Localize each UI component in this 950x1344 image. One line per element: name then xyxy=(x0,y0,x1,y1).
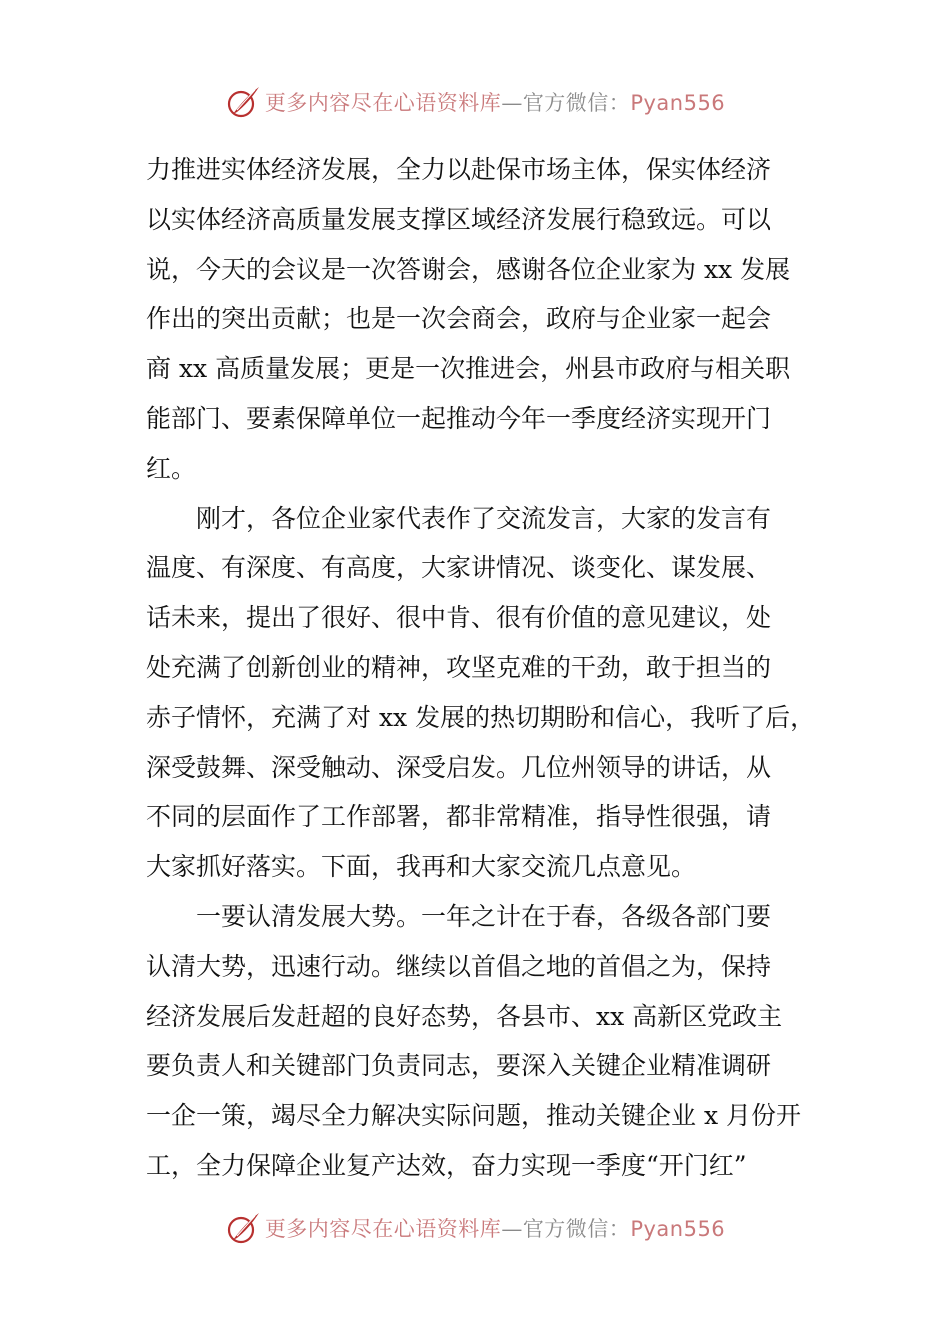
banner-dash: — xyxy=(501,1217,523,1241)
text-line: 经济发展后发赶超的良好态势，各县市、xx 高新区党政主 xyxy=(146,1001,783,1031)
text-line: 赤子情怀，充满了对 xx 发展的热切期盼和信心，我听了后， xyxy=(146,702,816,732)
text-line: 大家抓好落实。下面，我再和大家交流几点意见。 xyxy=(146,852,697,882)
banner-wechat-id: Pyan556 xyxy=(630,1217,726,1241)
text-line: 认清大势，迅速行动。继续以首倡之地的首倡之为，保持 xyxy=(146,951,772,981)
text-line: 红。 xyxy=(146,453,197,483)
banner-text xyxy=(265,87,725,117)
text-line: 刚才，各位企业家代表作了交流发言，大家的发言有 xyxy=(196,503,772,533)
banner-main-text: 更多内容尽在心语资料库 xyxy=(264,91,502,115)
text-line: 一企一策，竭尽全力解决实际问题，推动关键企业 x 月份开 xyxy=(146,1101,801,1131)
banner-official-label: 官方微信： xyxy=(522,1217,631,1241)
text-line: 要负责人和关键部门负责同志，要深入关键企业精准调研 xyxy=(146,1051,772,1081)
text-line: 工，全力保障企业复产达效，奋力实现一季度“开门红” xyxy=(146,1150,747,1180)
text-line: 商 xx 高质量发展；更是一次推进会，州县市政府与相关职 xyxy=(146,354,791,384)
banner-main-text: 更多内容尽在心语资料库 xyxy=(264,1217,502,1241)
banner-text xyxy=(265,1213,725,1243)
banner-official-label: 官方微信： xyxy=(522,91,631,115)
text-line: 深受鼓舞、深受触动、深受启发。几位州领导的讲话，从 xyxy=(146,752,772,782)
text-line: 温度、有深度、有高度，大家讲情况、谈变化、谋发展、 xyxy=(146,553,772,583)
text-line: 作出的突出贡献；也是一次会商会，政府与企业家一起会 xyxy=(146,304,772,334)
banner-wechat-id: Pyan556 xyxy=(630,91,726,115)
text-line: 以实体经济高质量发展支撑区域经济发展行稳致远。可以 xyxy=(146,204,772,234)
document-body xyxy=(146,145,816,1191)
text-line: 话未来，提出了很好、很中肯、很有价值的意见建议，处 xyxy=(146,603,772,633)
quill-logo-icon xyxy=(225,84,261,120)
text-line: 一要认清发展大势。一年之计在于春，各级各部门要 xyxy=(196,901,772,931)
footer-banner xyxy=(0,1208,950,1248)
quill-logo-icon xyxy=(225,1210,261,1246)
text-line: 力推进实体经济发展，全力以赴保市场主体，保实体经济 xyxy=(146,155,772,184)
text-line: 不同的层面作了工作部署，都非常精准，指导性很强，请 xyxy=(146,802,772,832)
text-line: 说，今天的会议是一次答谢会，感谢各位企业家为 xx 发展 xyxy=(146,254,791,284)
header-banner xyxy=(0,82,950,122)
text-line: 处充满了创新创业的精神，攻坚克难的干劲，敢于担当的 xyxy=(146,652,772,682)
banner-dash: — xyxy=(501,91,523,115)
text-line: 能部门、要素保障单位一起推动今年一季度经济实现开门 xyxy=(146,403,772,433)
